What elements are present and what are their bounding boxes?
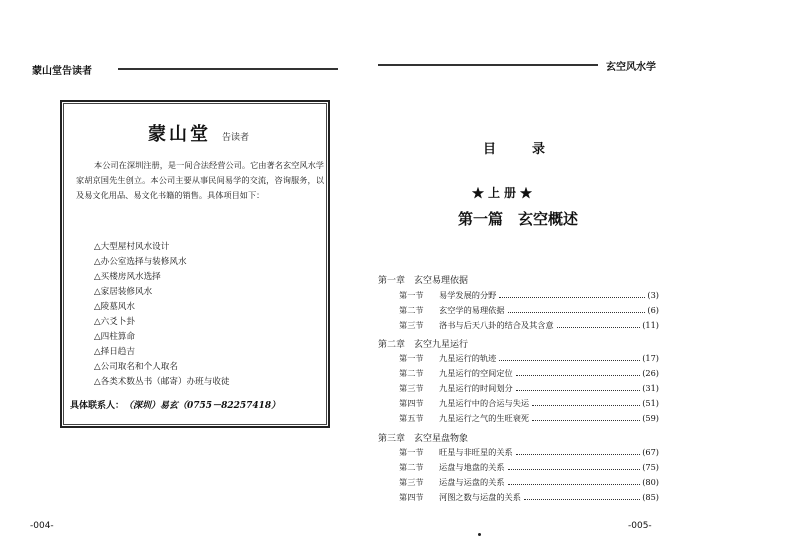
- brand-subtitle: 告读者: [222, 133, 250, 143]
- toc-entry: [399, 305, 659, 316]
- section-page: (67): [642, 447, 659, 457]
- section-page: (51): [642, 398, 659, 408]
- section-page: (26): [642, 368, 659, 378]
- toc-entry: [399, 477, 659, 488]
- section-title: 玄空学的易理依据: [439, 305, 505, 315]
- toc-entry: [399, 290, 659, 301]
- section-title: 九星运行的空间定位: [439, 368, 513, 378]
- part-title: 第一篇 玄空概述: [458, 210, 579, 228]
- right-running-header: 玄空风水学: [606, 62, 656, 73]
- service-item: △四柱算命: [94, 332, 135, 342]
- toc-entry: [399, 492, 659, 503]
- intro-paragraph: 本公司在深圳注册，是一间合法经营公司。它由著名玄空风水学家胡京国先生创立。本公司主要从事民间易学的交流，咨询服务，以及易文化用品、易文化书籍的销售。具体项目如下：: [76, 160, 324, 200]
- toc-title: 目录: [483, 142, 582, 157]
- section-number: 第四节: [399, 492, 424, 502]
- volume-label: ★上册★: [472, 186, 537, 200]
- service-item: △买楼房风水选择: [94, 272, 161, 282]
- section-number: 第三节: [399, 320, 424, 330]
- leader-dots: [508, 469, 641, 470]
- leader-dots: [508, 484, 641, 485]
- service-item: △公司取名和个人取名: [94, 362, 178, 372]
- contact-value: （深圳）易玄（0755－82257418）: [124, 401, 281, 411]
- section-number: 第一节: [399, 290, 424, 300]
- section-page: (80): [642, 477, 659, 487]
- chapter-title: 第一章 玄空易理依据: [378, 276, 469, 286]
- leader-dots: [499, 297, 645, 298]
- section-title: 旺星与非旺星的关系: [439, 447, 513, 457]
- section-page: (3): [647, 290, 659, 300]
- section-title: 河图之数与运盘的关系: [439, 492, 521, 502]
- section-title: 九星运行的轨迹: [439, 353, 497, 363]
- section-number: 第三节: [399, 477, 424, 487]
- section-number: 第一节: [399, 353, 424, 363]
- leader-dots: [557, 327, 641, 328]
- service-item: △大型屋村风水设计: [94, 242, 170, 252]
- left-page-number: -004-: [30, 521, 54, 531]
- section-title: 九星运行之气的生旺衰死: [439, 413, 530, 423]
- leader-dots: [508, 312, 646, 313]
- toc-entry: [399, 368, 659, 379]
- toc-entry: [399, 383, 659, 394]
- toc-entry: [399, 353, 659, 364]
- section-number: 第四节: [399, 398, 424, 408]
- leader-dots: [516, 375, 640, 376]
- section-title: 易学发展的分野: [439, 290, 497, 300]
- leader-dots: [499, 360, 640, 361]
- section-page: (6): [647, 305, 659, 315]
- service-item: △各类术数丛书（邮寄）办班与收徒: [94, 377, 230, 387]
- toc-entry: [399, 447, 659, 458]
- contact-line: [70, 398, 280, 411]
- section-title: 洛书与后天八卦的结合及其含意: [439, 320, 554, 330]
- scan-speck: [478, 533, 481, 536]
- leader-dots: [532, 420, 640, 421]
- section-title: 九星运行的时间划分: [439, 383, 513, 393]
- toc-entry: [399, 320, 659, 331]
- section-page: (11): [642, 320, 659, 330]
- section-number: 第二节: [399, 368, 424, 378]
- section-title: 运盘与运盘的关系: [439, 477, 505, 487]
- left-header-rule: [118, 68, 338, 70]
- service-item: △六爻卜卦: [94, 317, 135, 327]
- toc-entry: [399, 398, 659, 409]
- service-item: △家居装修风水: [94, 287, 153, 297]
- chapter-title: 第二章 玄空九星运行: [378, 340, 469, 350]
- section-title: 运盘与地盘的关系: [439, 462, 505, 472]
- right-header-rule: [378, 64, 598, 66]
- section-number: 第三节: [399, 383, 424, 393]
- leader-dots: [516, 454, 640, 455]
- section-page: (59): [642, 413, 659, 423]
- left-running-header: 蒙山堂告读者: [32, 66, 92, 77]
- leader-dots: [516, 390, 640, 391]
- contact-label: 具体联系人：: [70, 401, 125, 411]
- toc-entry: [399, 413, 659, 424]
- section-number: 第五节: [399, 413, 424, 423]
- section-page: (85): [642, 492, 659, 502]
- section-title: 九星运行中的合运与失运: [439, 398, 530, 408]
- toc-entry: [399, 462, 659, 473]
- section-page: (75): [642, 462, 659, 472]
- service-item: △陵墓风水: [94, 302, 135, 312]
- section-number: 第二节: [399, 305, 424, 315]
- leader-dots: [524, 499, 640, 500]
- service-item: △择日趋吉: [94, 347, 135, 357]
- leader-dots: [532, 405, 640, 406]
- section-page: (31): [642, 383, 659, 393]
- brand-title: 蒙山堂: [148, 124, 211, 145]
- section-page: (17): [642, 353, 659, 363]
- section-number: 第二节: [399, 462, 424, 472]
- right-page-number: -005-: [628, 521, 652, 531]
- section-number: 第一节: [399, 447, 424, 457]
- service-item: △办公室选择与装修风水: [94, 257, 187, 267]
- chapter-title: 第三章 玄空星盘物象: [378, 434, 469, 444]
